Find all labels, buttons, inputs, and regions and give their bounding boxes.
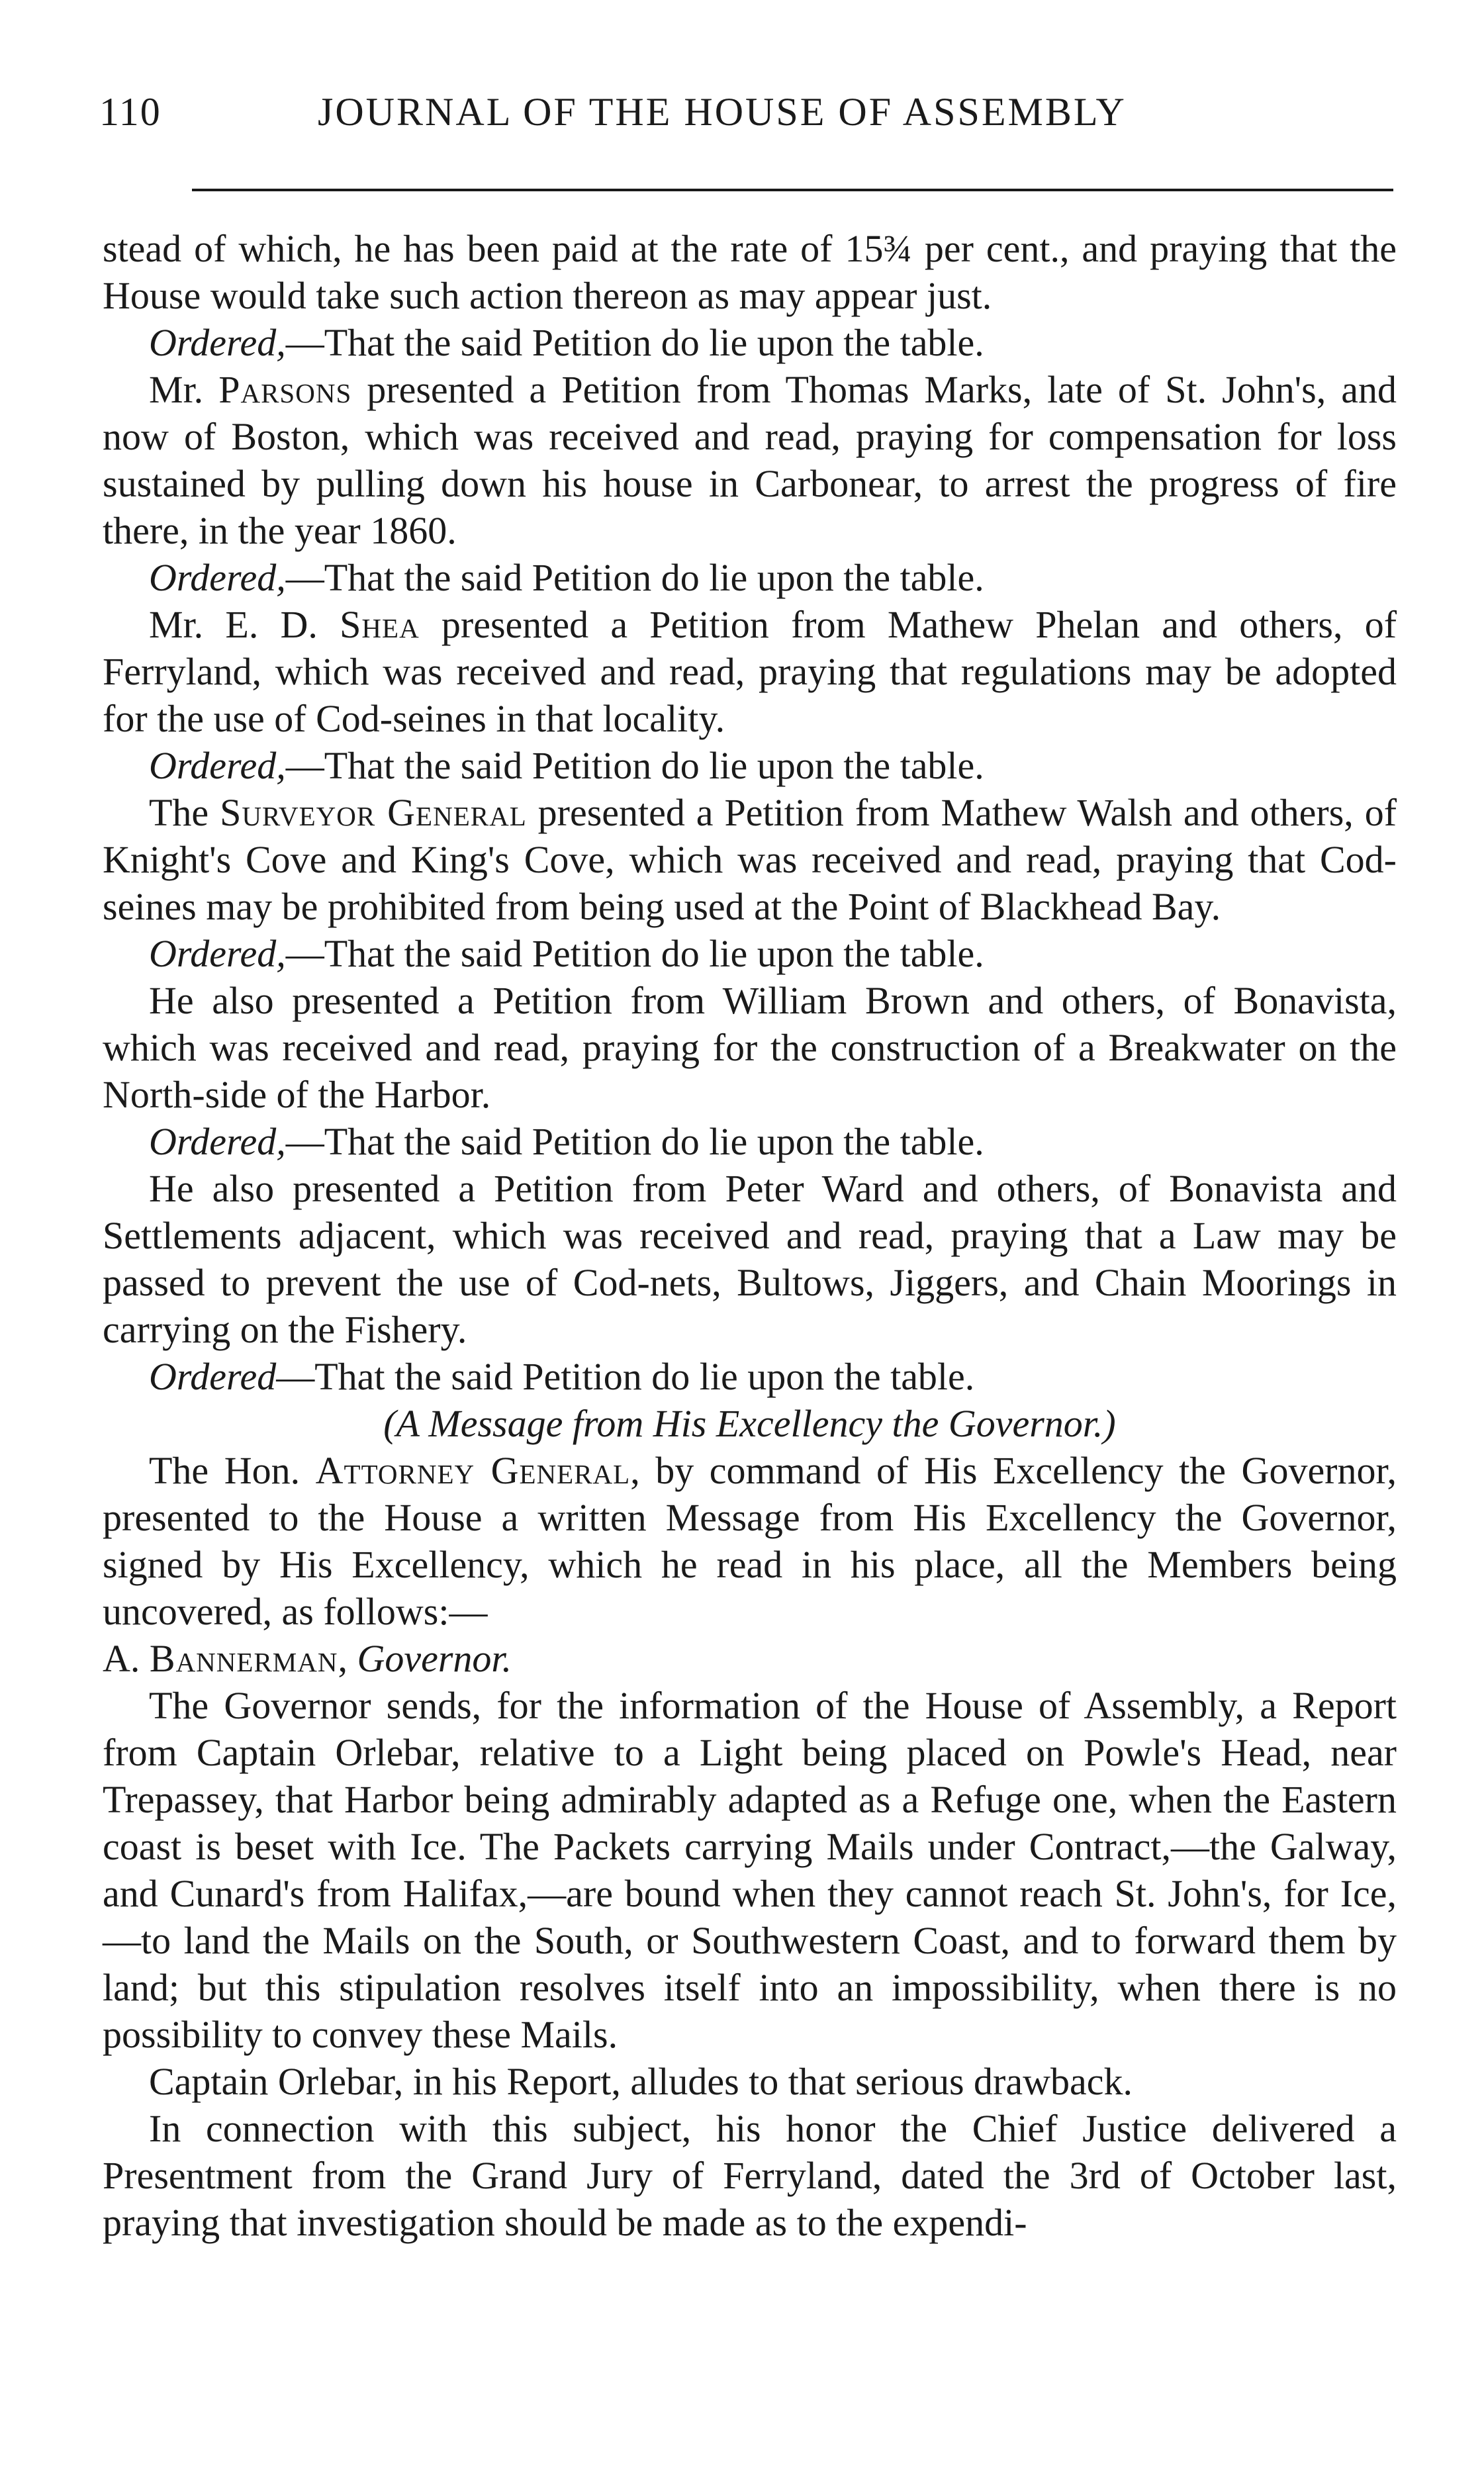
ordered-label: Ordered, <box>149 556 286 599</box>
paragraph-petition <box>103 601 1397 742</box>
ordered-label: Ordered, <box>149 932 286 975</box>
order-text: —That the said Petition do lie upon the table. <box>285 1120 984 1163</box>
order-line <box>103 554 1397 601</box>
ordered-label: Ordered, <box>149 744 286 787</box>
signature-line <box>103 1635 1397 1682</box>
header-rule <box>192 189 1393 191</box>
member-name: Surveyor General <box>220 791 527 834</box>
ordered-label: Ordered <box>149 1355 277 1398</box>
paragraph-text: presented a Petition from Thomas Marks, late of St. John's, and now of Boston, which was received and read, praying for compensation for loss sustained by pulling down his house in Carbonear, to arrest the progress of fire there, in the year 1860. <box>103 368 1397 552</box>
order-text: —That the said Petition do lie upon the table. <box>285 321 984 364</box>
signature-name: Bannerman <box>149 1637 338 1680</box>
signature-title: Governor. <box>357 1637 512 1680</box>
paragraph-message-intro <box>103 1447 1397 1635</box>
page-header <box>99 89 1397 149</box>
paragraph-prefix: The Hon. <box>149 1449 316 1492</box>
paragraph-text: , by command of His Excellency the Governor, presented to the House a written Message from His Excellency the Governor, signed by His Excellency, which he read in his place, all the Members being uncovered, as follows:— <box>103 1449 1397 1633</box>
ordered-label: Ordered, <box>149 321 286 364</box>
order-line <box>103 742 1397 789</box>
order-text: —That the said Petition do lie upon the table. <box>285 556 984 599</box>
paragraph-prefix: Mr. E. D. <box>149 603 340 646</box>
message-heading: (A Message from His Excellency the Governor.) <box>383 1402 1116 1445</box>
paragraph-petition: He also presented a Petition from Peter Ward and others, of Bonavista and Settlements adjacent, which was received and read, praying that a Law may be passed to prevent the use of Cod-nets, Bultows, Jiggers, and Chain Moorings in carrying on the Fishery. <box>103 1167 1397 1351</box>
order-line <box>103 319 1397 366</box>
member-name: Attorney General <box>315 1449 631 1492</box>
paragraph-petition: He also presented a Petition from William Brown and others, of Bonavista, which was received and read, praying for the construction of a Breakwater on the North-side of the Harbor. <box>103 979 1397 1116</box>
order-line <box>103 1353 1397 1400</box>
paragraph-message-body: Captain Orlebar, in his Report, alludes to that serious drawback. <box>149 2060 1133 2103</box>
paragraph-prefix: Mr. <box>149 368 219 411</box>
member-name: Shea <box>340 603 420 646</box>
ordered-label: Ordered, <box>149 1120 286 1163</box>
paragraph-prefix: The <box>149 791 220 834</box>
paragraph-message-body: In connection with this subject, his honor the Chief Justice delivered a Presentment from the Grand Jury of Ferryland, dated the 3rd of October last, praying that investigation should be made as to the expendi- <box>103 2107 1397 2244</box>
order-line <box>103 930 1397 977</box>
paragraph-petition <box>103 366 1397 554</box>
order-line <box>103 1118 1397 1165</box>
page-body <box>103 225 1397 2246</box>
paragraph-text: presented a Petition from Mathew Phelan and others, of Ferryland, which was received and read, praying that regulations may be adopted for the use of Cod-seines in that locality. <box>103 603 1397 740</box>
paragraph-message-body: The Governor sends, for the information of the House of Assembly, a Report from Captain Orlebar, relative to a Light being placed on Powle's Head, near Trepassey, that Harbor being admirably adapted as a Refuge one, when the Eastern coast is beset with Ice. The Packets carrying Mails under Contract,—the Galway, and Cunard's from Halifax,—are bound when they cannot reach St. John's, for Ice,—to land the Mails on the South, or Southwestern Coast, and to forward them by land; but this stipulation resolves itself into an impossibility, when there is no possibility to convey these Mails. <box>103 1684 1397 2056</box>
signature-separator: , <box>338 1637 357 1680</box>
page-number: 110 <box>99 90 162 134</box>
order-text: —That the said Petition do lie upon the table. <box>276 1355 975 1398</box>
order-text: —That the said Petition do lie upon the table. <box>285 932 984 975</box>
signature-initial: A. <box>103 1637 150 1680</box>
paragraph-petition <box>103 789 1397 930</box>
running-title: JOURNAL OF THE HOUSE OF ASSEMBLY <box>318 90 1127 134</box>
order-text: —That the said Petition do lie upon the table. <box>285 744 984 787</box>
paragraph-continuation: stead of which, he has been paid at the rate of 15¾ per cent., and praying that the House would take such action thereon as may appear just. <box>103 227 1397 317</box>
member-name: Parsons <box>218 368 352 411</box>
paragraph-text: presented a Petition from Mathew Walsh and others, of Knight's Cove and King's Cove, which was received and read, praying that Cod-seines may be prohibited from being used at the Point of Blackhead Bay. <box>103 791 1397 928</box>
